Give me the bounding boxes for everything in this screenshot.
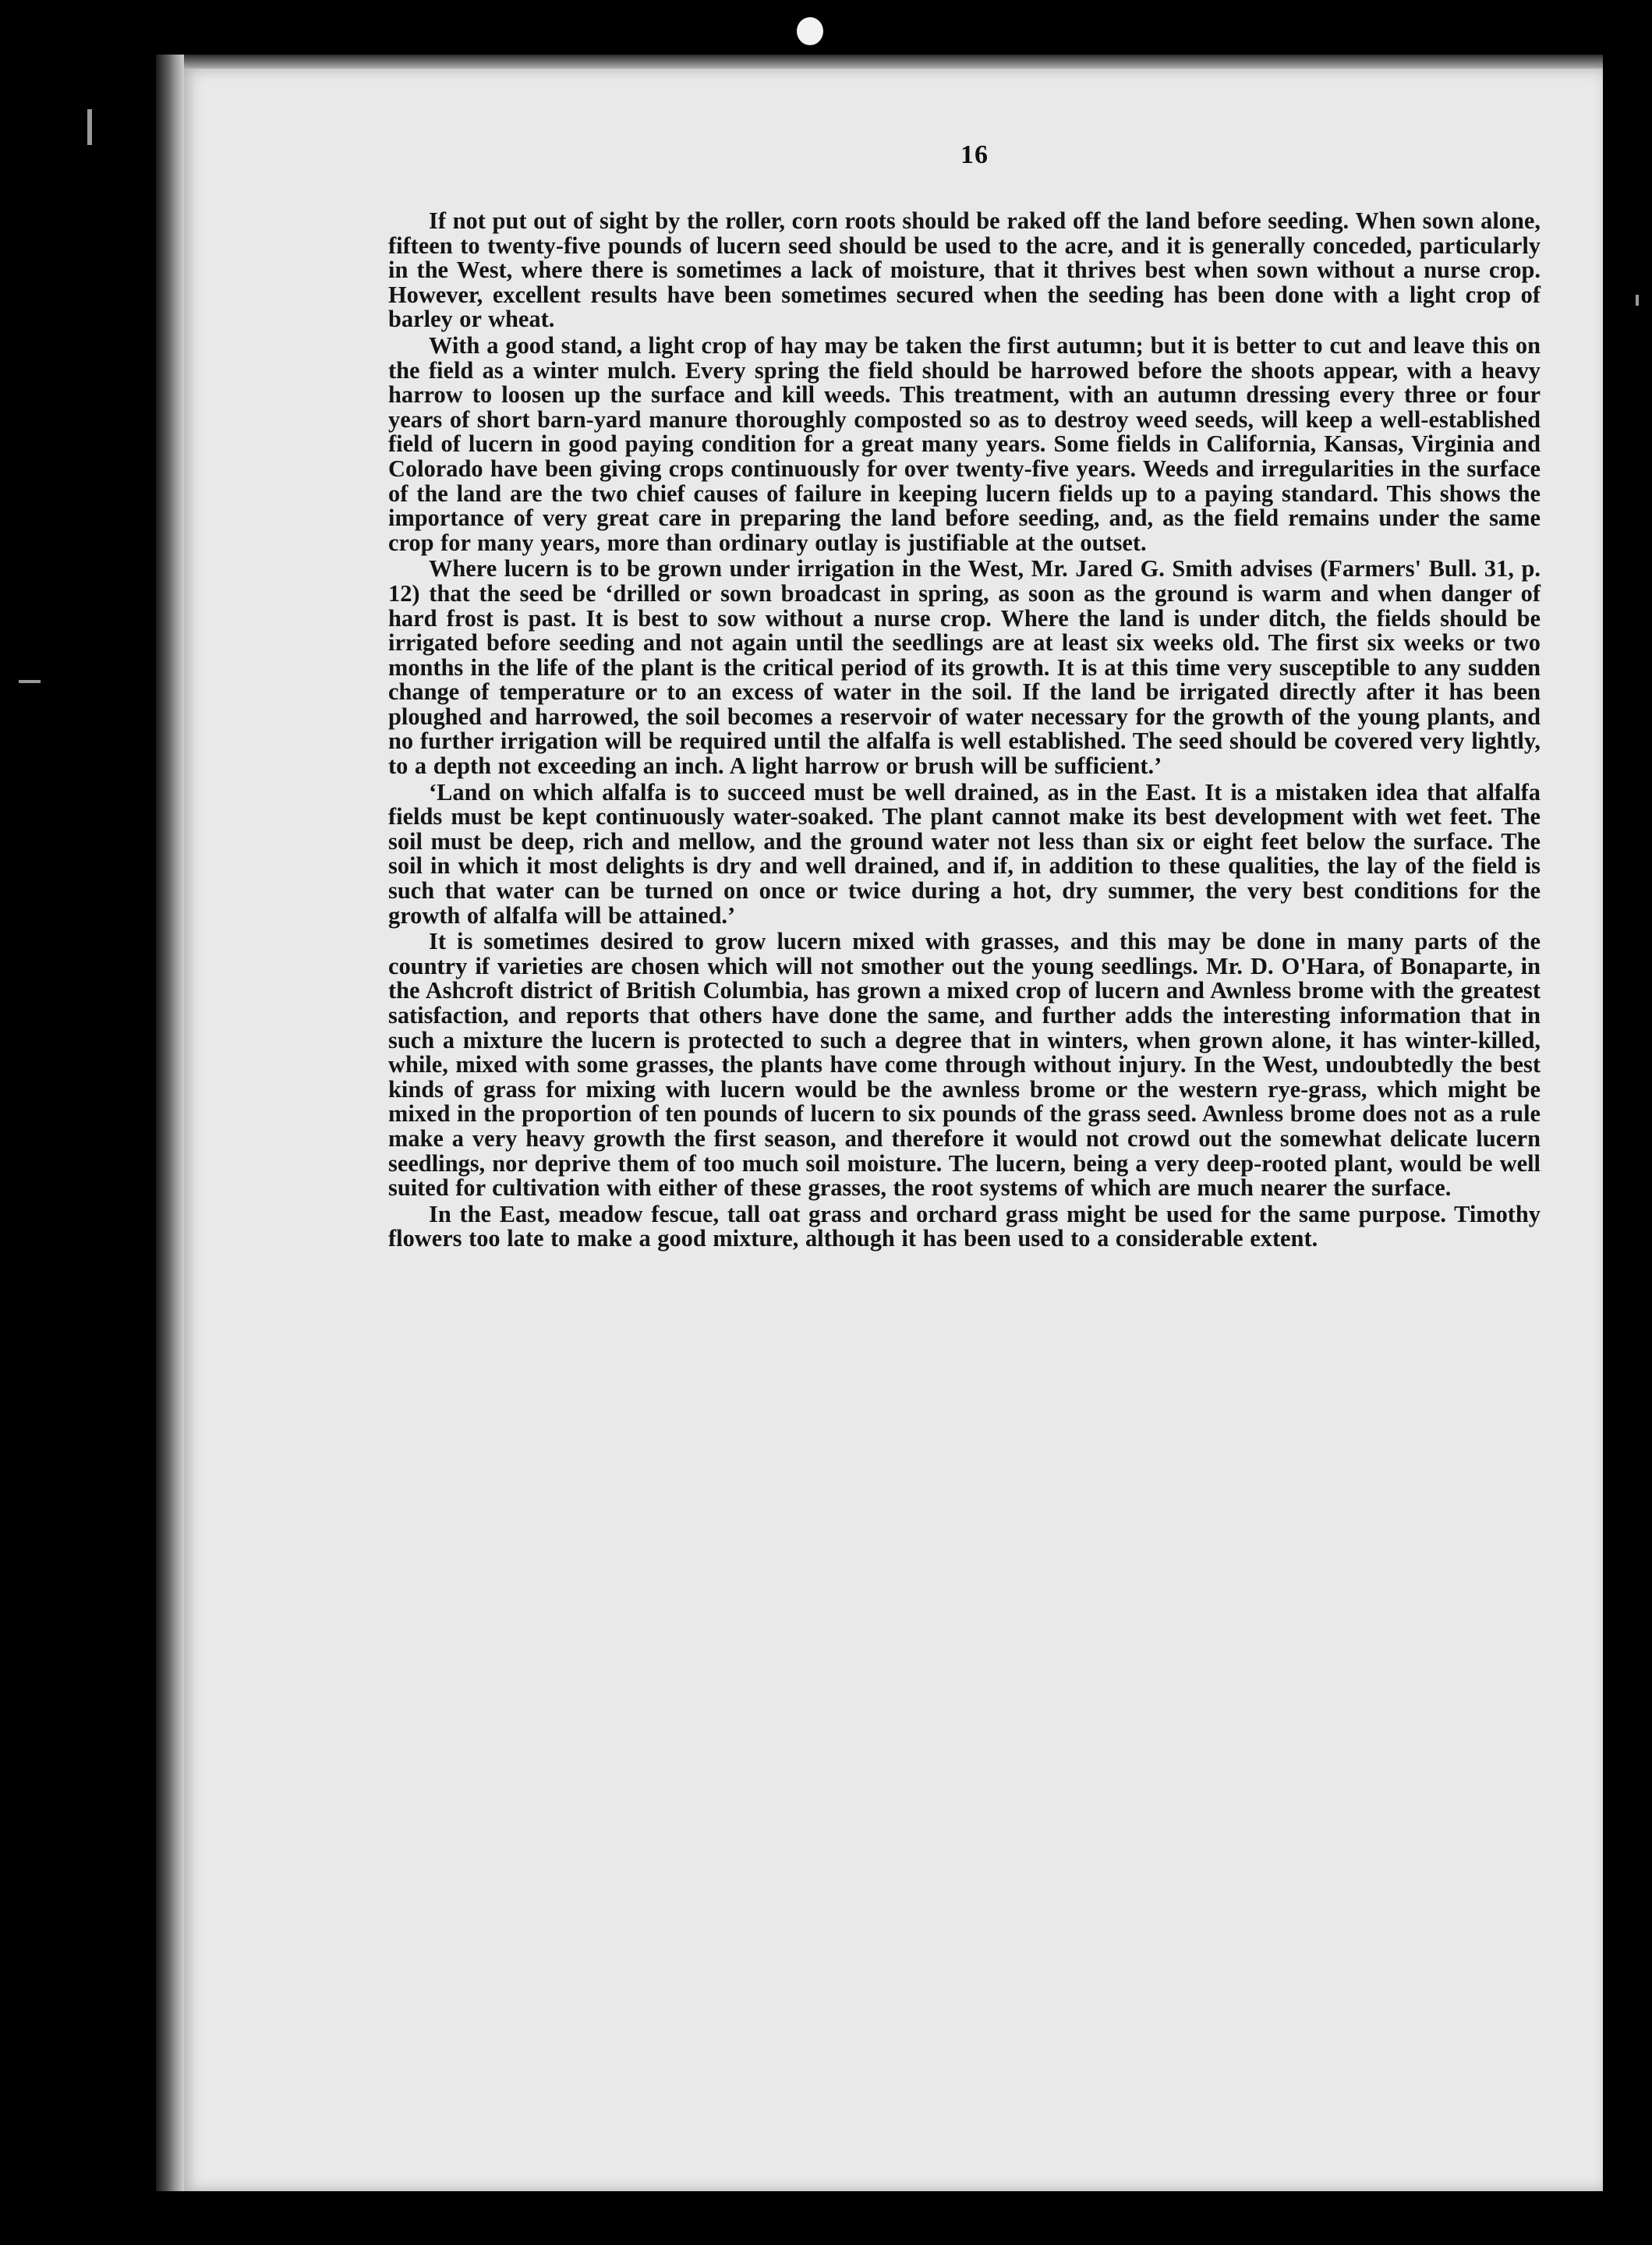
film-punch-hole	[797, 17, 823, 45]
paragraph-4: ‘Land on which alfalfa is to succeed must be well drained, as in the East. It is a mistaken idea that alfalfa fields must be kept continuously water-soaked. The plant cannot make its best development with wet feet. The soil must be deep, rich and mellow, and the ground water not less than six or eight feet below the surface. The soil in which it most delights is dry and well drained, and if, in addition to these qualities, the lay of the field is such that water can be turned on once or twice during a hot, dry summer, the very best conditions for the growth of alfalfa will be attained.’	[388, 778, 1541, 929]
edge-mark-right	[1636, 295, 1639, 306]
page-top-shadow	[184, 55, 1603, 70]
paragraph-5: It is sometimes desired to grow lucern mixed with grasses, and this may be done in many parts of the country if varieties are chosen which will not smother out the young seedlings. Mr. D. O'Hara, of Bonaparte, in the Ashcroft district of British Columbia, has grown a mixed crop of lucern and Awnless brome with the greatest satisfaction, and reports that others have done the same, and further adds the interesting information that in such a mixture the lucern is protected to such a degree that in winters, when grown alone, it has winter-killed, while, mixed with some grasses, the plants have come through without injury. In the West, undoubtedly the best kinds of grass for mixing with lucern would be the awnless brome or the western rye-grass, which might be mixed in the proportion of ten pounds of lucern to six pounds of the grass seed. Awnless brome does not as a rule make a very heavy growth the first season, and therefore it would not crowd out the somewhat delicate lucern seedlings, nor deprive them of too much soil moisture. The lucern, being a very deep-rooted plant, would be well suited for cultivation with either of these grasses, the root systems of which are much nearer the surface.	[388, 928, 1541, 1202]
paragraph-2: With a good stand, a light crop of hay may be taken the first autumn; but it is better to cut and leave this on the field as a winter mulch. Every spring the field should be harrowed before the shoots appear, with a heavy harrow to loosen up the surface and kill weeds. This treatment, with an autumn dressing every three or four years of short barn-yard manure thoroughly composted so as to destroy weed seeds, will keep a well-established field of lucern in good paying condition for a great many years. Some fields in California, Kansas, Virginia and Colorado have been giving crops continuously for over twenty-five years. Weeds and irregularities in the surface of the land are the two chief causes of failure in keeping lucern fields up to a paying standard. This shows the importance of very great care in preparing the land before seeding, and, as the field remains under the same crop for many years, more than ordinary outlay is justifiable at the outset.	[388, 331, 1541, 556]
paragraph-3: Where lucern is to be grown under irrigation in the West, Mr. Jared G. Smith advises (Farmers' Bull. 31, p. 12) that the seed be ‘drilled or sown broadcast in spring, as soon as the ground is warm and when danger of hard frost is past. It is best to sow without a nurse crop. Where the land is under ditch, the fields should be irrigated before seeding and not again until the seedlings are at least six weeks old. The first six weeks or two months in the life of the plant is the critical period of its growth. It is at this time very susceptible to any sudden change of temperature or to an excess of water in the soil. If the land be irrigated directly after it has been ploughed and harrowed, the soil becomes a reservoir of water necessary for the growth of the young plants, and no further irrigation will be required until the alfalfa is well established. The seed should be covered very lightly, to a depth not exceeding an inch. A light harrow or brush will be sufficient.’	[388, 555, 1541, 780]
edge-mark-left-small	[19, 680, 41, 683]
edge-mark-left	[87, 109, 92, 145]
body-text	[388, 209, 1541, 1253]
paragraph-1: If not put out of sight by the roller, corn roots should be raked off the land before seeding. When sown alone, fifteen to twenty-five pounds of lucern seed should be used to the acre, and it is generally conceded, particularly in the West, where there is sometimes a lack of moisture, that it thrives best when sown without a nurse crop. However, excellent results have been sometimes secured when the seeding has been done with a light crop of barley or wheat.	[388, 207, 1541, 333]
page-binding-shadow	[156, 55, 184, 2191]
paragraph-6: In the East, meadow fescue, tall oat grass and orchard grass might be used for the same purpose. Timothy flowers too late to make a good mixture, although it has been used to a considerable extent.	[388, 1200, 1541, 1252]
page-number: 16	[960, 140, 989, 169]
